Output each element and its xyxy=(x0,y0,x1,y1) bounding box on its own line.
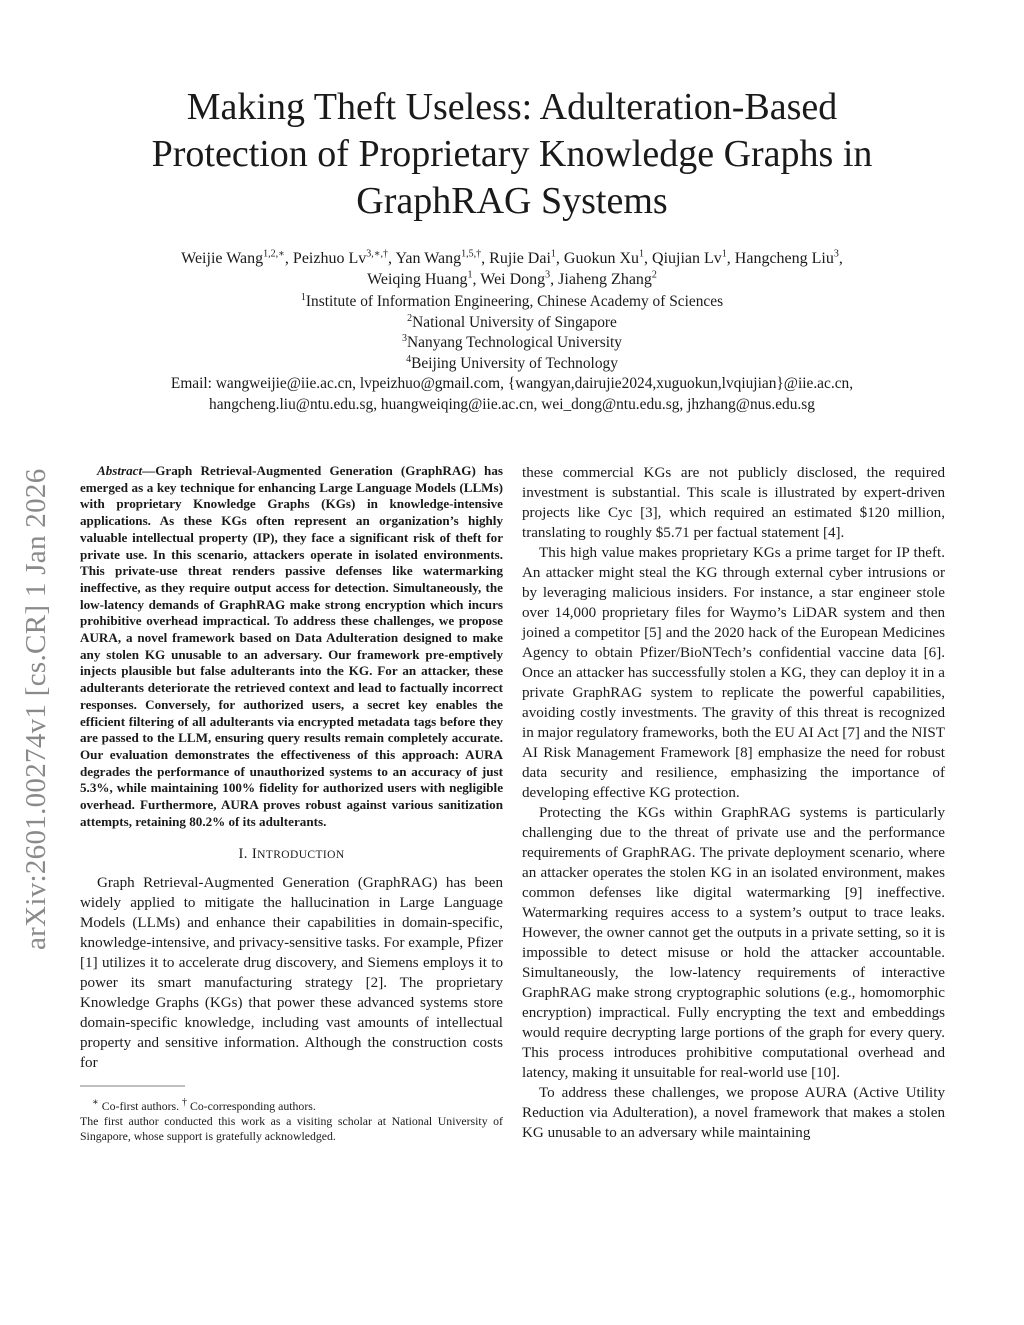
intro-paragraph: Graph Retrieval-Augmented Generation (GraphRAG) has been widely applied to mitigate the hallucination in Large Language Models (LLMs) and enhance their capabilities in domain-specific, knowledge-intensive, and privacy-sensitive tasks. For example, Pfizer [1] utilizes it to accelerate drug discovery, and Siemens employs it to power its smart manufacturing strategy [2]. The proprietary Knowledge Graphs (KGs) that power these advanced systems store domain-specific knowledge, including vast amounts of intellectual property and sensitive information. Although the construction costs for xyxy=(80,875,503,1072)
abstract-label: Abstract xyxy=(97,463,143,478)
author-superscript: 1 xyxy=(639,248,645,260)
affiliation-superscript: 2 xyxy=(407,312,413,324)
email-line-1: Email: wangweijie@iie.ac.cn, lvpeizhuo@gmail.com, {wangyan,dairujie2024,xuguokun,lvqiujian}@iie.ac.cn, xyxy=(170,375,854,393)
affiliation-1 xyxy=(80,292,944,313)
author-line-2 xyxy=(80,269,944,290)
author-separator: , xyxy=(838,250,843,267)
author-separator: , xyxy=(472,271,481,288)
author-name: Guokun Xu xyxy=(563,250,640,267)
section-initial: I xyxy=(251,846,258,863)
body-paragraph: To address these challenges, we propose AURA (Active Utility Reduction via Adulteration), a novel framework that makes a stolen KG unusable to an adversary while maintaining xyxy=(522,1085,945,1141)
arxiv-stamp: arXiv:2601.00274v1 [cs.CR] 1 Jan 2026 xyxy=(20,468,52,950)
footnote-mark: ∗ xyxy=(92,1097,99,1109)
author-name: Hangcheng Liu xyxy=(734,250,834,267)
author-superscript: 1,2,∗ xyxy=(263,248,285,260)
author-separator: , xyxy=(388,250,396,267)
author-superscript: 2 xyxy=(651,269,657,281)
body-paragraph: This high value makes proprietary KGs a prime target for IP theft. An attacker might steal the KG through external cyber intrusions or by leveraging malicious insiders. For instance, a star engineer stole over 14,000 proprietary files for Waymo’s LiDAR system and then joined a competitor [5] and the 2020 hack of the European Medicines Agency to obtain Pfizer/BioNTech’s confidential vaccine data [6]. Once an attacker has successfully stolen a KG, they can deploy it in a private GraphRAG system to replicate the powerful capabilities, avoiding costly investments. The gravity of this threat is recognized in major regulatory frameworks, both the EU AI Act [7] and the NIST AI Risk Management Framework [8] emphasize the need for robust data security and resilience, emphasizing the importance of developing effective KG protection. xyxy=(522,545,945,801)
author-line-1 xyxy=(80,248,944,269)
body-paragraph: Protecting the KGs within GraphRAG systems is particularly challenging due to the threat of private use and the performance requirements of GraphRAG. The private deployment scenario, where an attacker operates the stolen KG in an isolated environment, makes common defenses like digital watermarking [9] ineffective. Watermarking requires access to a system’s output to trace leaks. However, the owner cannot get the outputs in a private setting, so it is impossible to detect misuse or hold the attacker accountable. Simultaneously, the low-latency requirements of interactive GraphRAG make strong cryptographic solutions (e.g., homomorphic encryption) impractical. Fully encrypting the text and embeddings would require decrypting large portions of the graph for every query. This process introduces prohibitive computational overhead and latency, making it unsuitable for real-world use [10]. xyxy=(522,805,945,1081)
author-superscript: 3 xyxy=(833,248,839,260)
author-name: Qiujian Lv xyxy=(652,250,722,267)
author-name: Yan Wang xyxy=(395,250,462,267)
affiliation-superscript: 4 xyxy=(406,353,412,365)
author-superscript: 3,∗,† xyxy=(366,248,389,260)
author-separator: , xyxy=(481,250,490,267)
author-name: Wei Dong xyxy=(480,271,546,288)
author-name: Peizhuo Lv xyxy=(292,250,367,267)
affiliation-text: Nanyang Technological University xyxy=(407,334,622,352)
title-line-1: Making Theft Useless: Adulteration-Based xyxy=(186,86,838,128)
abstract-text: —Graph Retrieval-Augmented Generation (GraphRAG) has emerged as a key technique for enhancing Large Language Models (LLMs) with proprietary Knowledge Graphs (KGs) in knowledge-intensive applications. As these KGs often represent an organization’s highly valuable intellectual property (IP), they face a significant risk of theft for private use. In this scenario, attackers operate in isolated environments. This private-use threat renders passive defenses like watermarking ineffective, as they require output access for detection. Simultaneously, the low-latency demands of GraphRAG make strong encryption which incurs prohibitive overhead impractical. To address these challenges, we propose AURA, a novel framework based on Data Adulteration designed to make any stolen KG unusable to an adversary. Our framework pre-emptively injects plausible but false adulterants into the KG. For an attacker, these adulterants deteriorate the retrieved context and lead to factually incorrect responses. Conversely, for authorized users, a secret key enables the efficient filtering of all adulterants via encrypted metadata tags before they are passed to the LLM, ensuring query results remain completely accurate. Our evaluation demonstrates the effectiveness of this approach: AURA degrades the performance of unauthorized systems to an accuracy of just 5.3%, while maintaining 100% fidelity for authorized users with negligible overhead. Furthermore, AURA proves robust against various sanitization attempts, retaining 80.2% of its adulterants. xyxy=(80,463,503,829)
affiliation-4 xyxy=(80,354,944,375)
author-list xyxy=(80,248,944,290)
section-heading-introduction xyxy=(80,844,503,865)
body-paragraph: these commercial KGs are not publicly disclosed, the required investment is substantial. This scale is illustrated by expert-driven projects like Cyc [3], which required an estimated $120 million, translating to roughly $5.71 per factual statement [4]. xyxy=(522,465,945,541)
author-superscript: 1 xyxy=(721,248,727,260)
author-name: Weijie Wang xyxy=(181,250,264,267)
author-superscript: 3 xyxy=(545,269,551,281)
affiliation-2 xyxy=(80,313,944,334)
affiliation-superscript: 3 xyxy=(402,333,408,345)
author-separator: , xyxy=(550,271,559,288)
footnote-mark: † xyxy=(182,1097,188,1109)
section-numeral: I. xyxy=(238,846,252,863)
author-name: Weiqing Huang xyxy=(367,271,468,288)
affiliation-block xyxy=(80,292,944,416)
author-superscript: 1,5,† xyxy=(461,248,482,260)
affiliation-text: National University of Singapore xyxy=(412,313,617,331)
section-title-rest: NTRODUCTION xyxy=(257,849,345,862)
author-separator: , xyxy=(726,250,735,267)
title-line-3: GraphRAG Systems xyxy=(356,180,668,222)
affiliation-superscript: 1 xyxy=(300,291,306,303)
author-separator: , xyxy=(555,250,564,267)
affiliation-3 xyxy=(80,333,944,354)
footnote-authors xyxy=(80,1099,503,1114)
affiliation-text: Beijing University of Technology xyxy=(411,354,618,372)
title-line-2: Protection of Proprietary Knowledge Graphs in xyxy=(151,133,873,175)
email-line-2: hangcheng.liu@ntu.edu.sg, huangweiqing@iie.ac.cn, wei_dong@ntu.edu.sg, jhzhang@nus.edu.sg xyxy=(209,395,815,413)
author-name: Rujie Dai xyxy=(489,250,551,267)
right-column xyxy=(522,463,945,1143)
footnote-text: Co-corresponding authors. xyxy=(187,1099,316,1114)
author-separator: , xyxy=(644,250,653,267)
author-name: Jiaheng Zhang xyxy=(558,271,652,288)
author-superscript: 1 xyxy=(467,269,473,281)
abstract xyxy=(80,463,503,830)
footnote-visiting: The first author conducted this work as a visiting scholar at National University of Singapore, whose support is gratefully acknowledged. xyxy=(80,1114,503,1144)
author-superscript: 1 xyxy=(550,248,556,260)
author-separator: , xyxy=(284,250,293,267)
footnote-text: Co-first authors. xyxy=(98,1099,183,1114)
left-column xyxy=(80,463,503,1144)
paper-title xyxy=(80,84,944,225)
footnote-rule xyxy=(80,1085,185,1087)
affiliation-text: Institute of Information Engineering, Chinese Academy of Sciences xyxy=(305,293,724,310)
